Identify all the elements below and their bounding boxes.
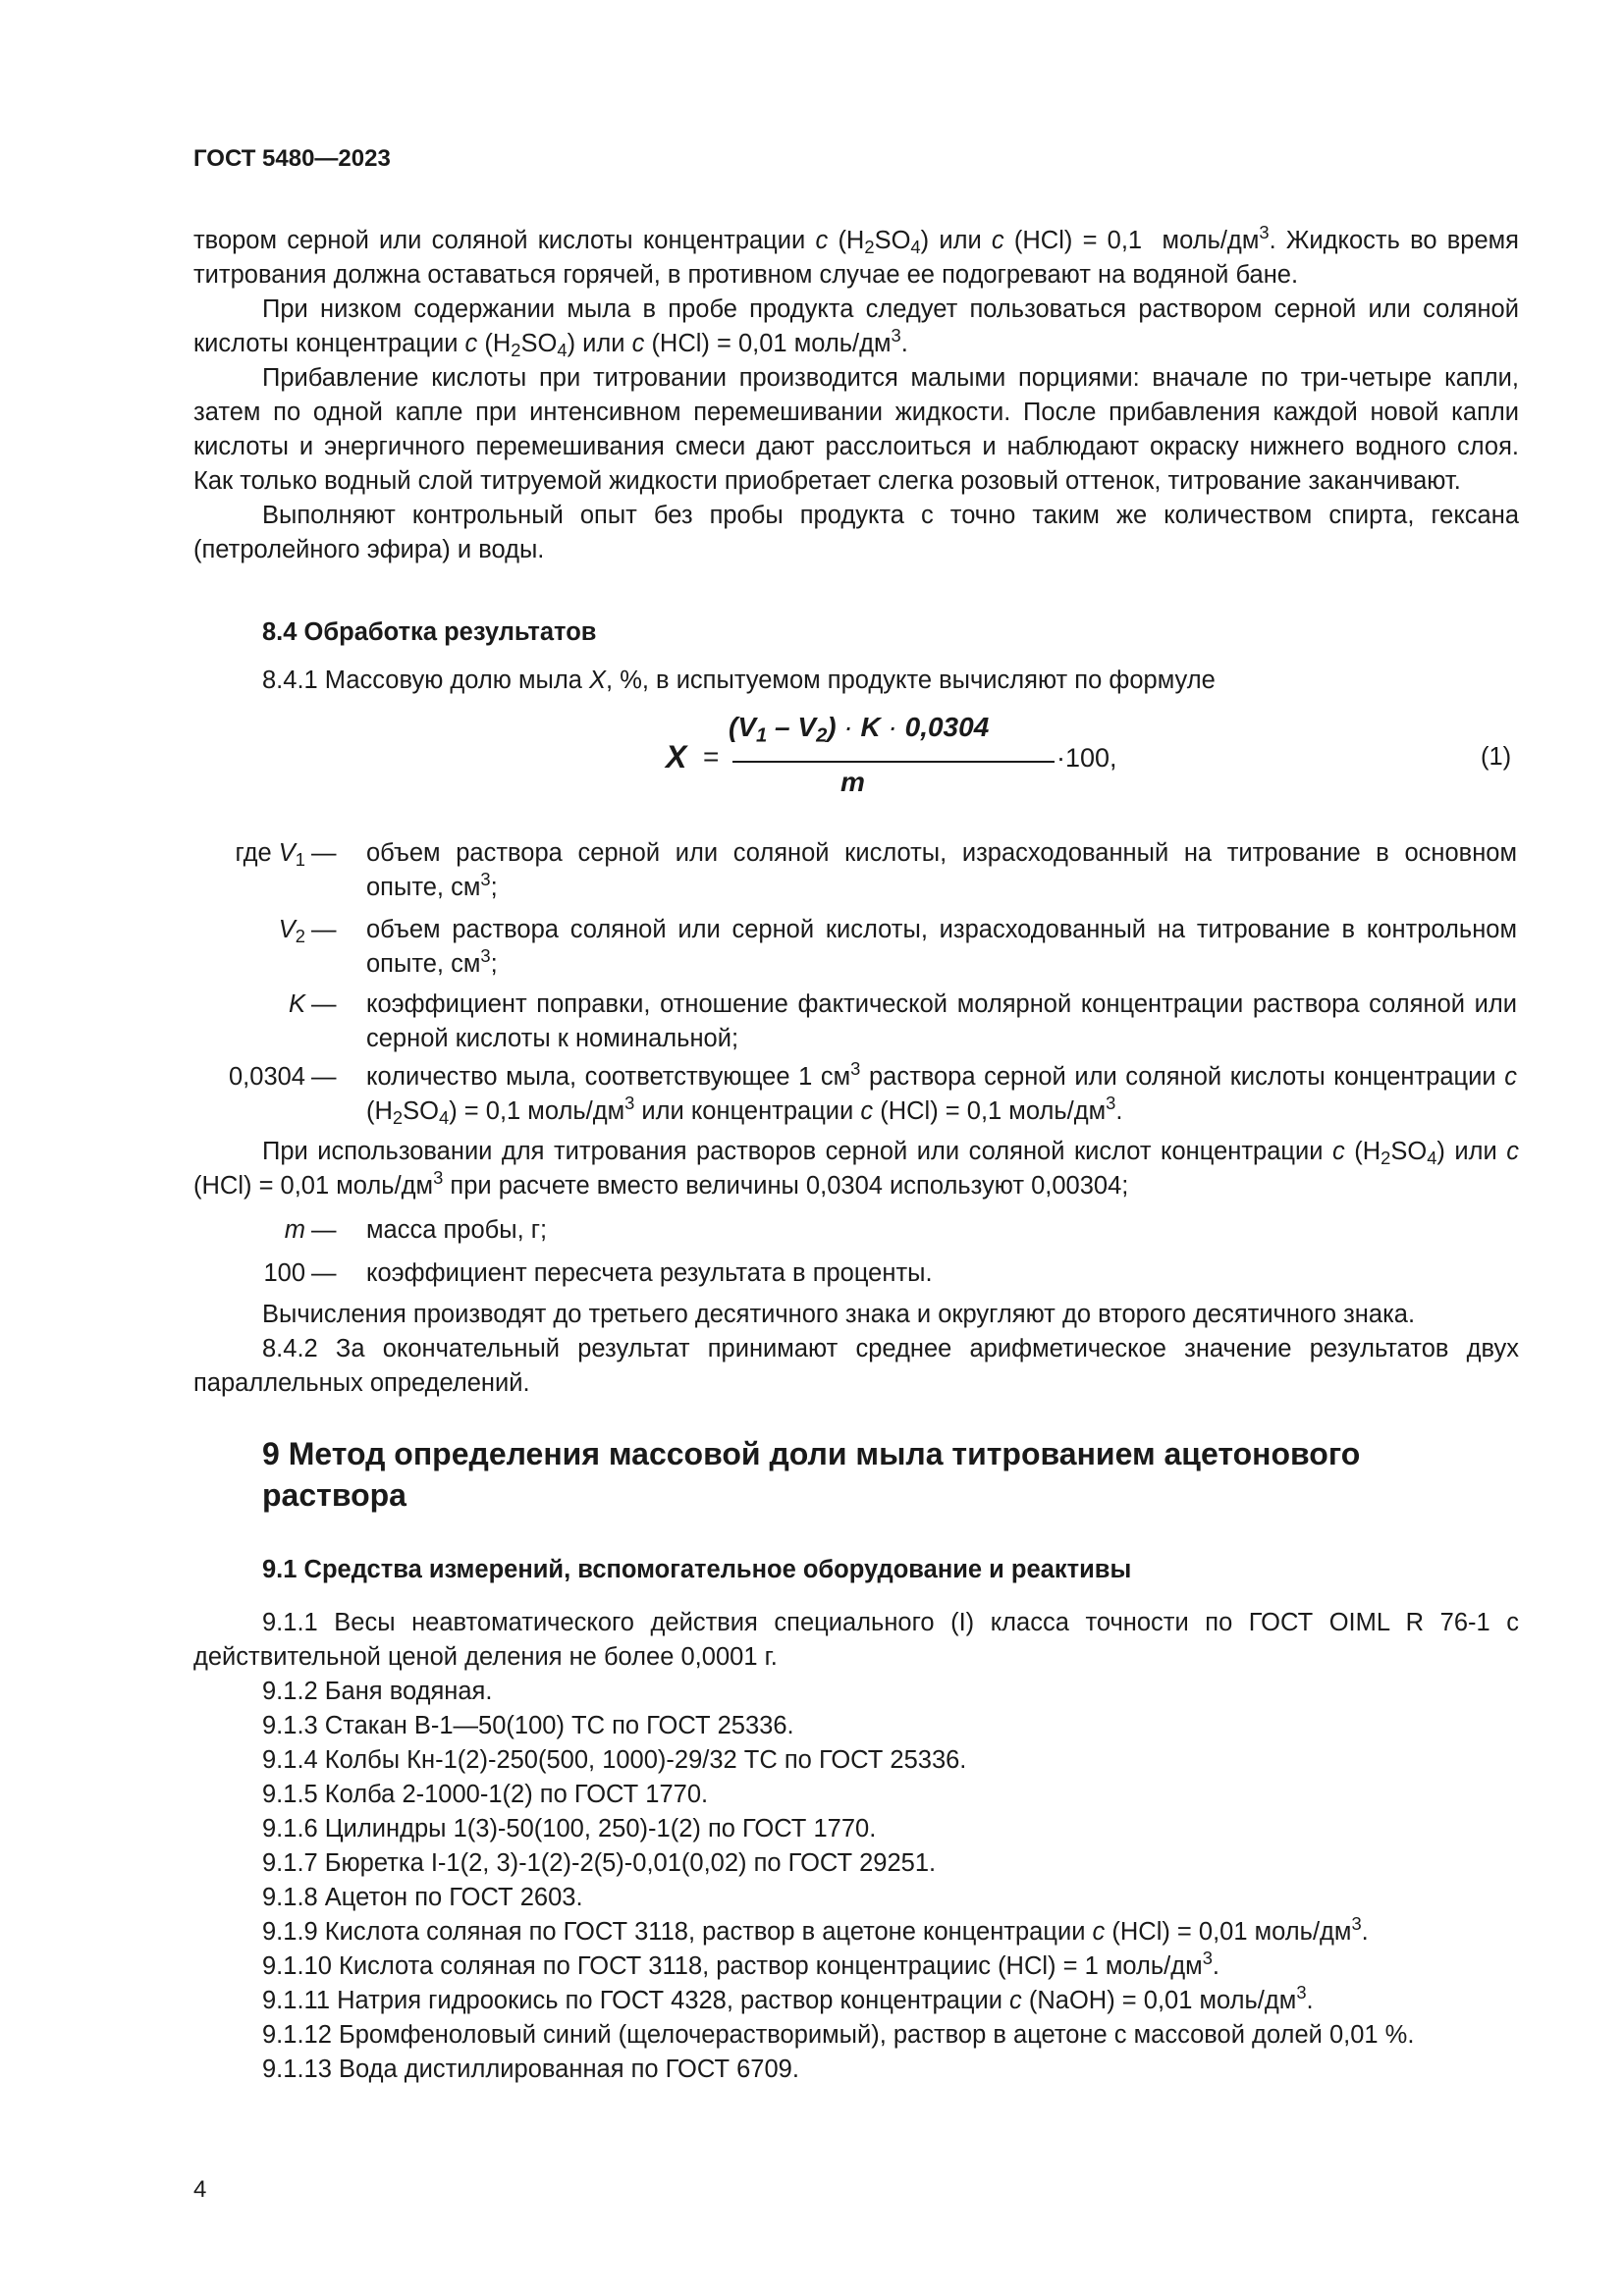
paragraph-continuation: твором серной или соляной кислоты концентрации c $(H_2SO_4)$ или c (HCl) = 0,1 моль/$дм^3$. Жидкость во время титрования должна оставаться горячей, в противном случае ее подогревают на водяной бане.: [193, 221, 1519, 289]
where-dash: —: [311, 1259, 337, 1287]
where-item-100: [193, 1256, 1519, 1291]
formula-equals: =: [703, 741, 720, 772]
equipment-list: [193, 1606, 1519, 2087]
list-item: 9.1.9 Кислота соляная по ГОСТ 3118, раствор в ацетоне концентрации c (HCl) = 0,01 моль/$дм^3$.: [262, 1912, 1369, 1946]
list-item: 9.1.13 Вода дистиллированная по ГОСТ 6709.: [262, 2056, 799, 2083]
paragraph-rounding: Вычисления производят до третьего десятичного знака и округляют до второго десятичного знака.: [262, 1301, 1416, 1328]
note-paragraph: При использовании для титрования растворов серной или соляной кислот концентрации c $(H_2SO_4)$ или c (HCl) = 0,01 моль/$дм^3$ при расчете вместо величины 0,0304 используют 0,00304;: [193, 1138, 1520, 1200]
list-item: 9.1.1 Весы неавтоматического действия специального (I) класса точности по ГОСТ OIML R 76-1 с действительной ценой деления не более 0,0001 г.: [193, 1609, 1519, 1671]
paragraph-low-soap: При низком содержании мыла в пробе продукта следует пользоваться раствором серной или соляной кислоты концентрации c $(H_2SO_4)$ или c (HCl) = 0,01 моль/$дм^3$.: [193, 295, 1519, 361]
formula-lhs: X: [666, 739, 687, 774]
list-item: 9.1.5 Колба 2-1000-1(2) по ГОСТ 1770.: [262, 1781, 709, 1808]
where-symbol: $V_2$: [278, 916, 305, 947]
list-item: 9.1.8 Ацетон по ГОСТ 2603.: [262, 1884, 583, 1911]
formula-denominator: m: [840, 767, 865, 797]
calc-notes: [193, 1298, 1519, 1401]
where-description: объем раствора соляной или серной кислоты, израсходованный на титрование в контрольном опыте, $см^3$;: [366, 916, 1517, 978]
where-dash: —: [311, 916, 337, 943]
section-8-4-title: 8.4 Обработка результатов: [262, 618, 597, 646]
where-item-0-0304: [193, 1057, 1519, 1129]
formula-fraction-bar: [732, 761, 1055, 763]
continuation-block: [193, 221, 1519, 567]
formula-1: [664, 712, 1117, 810]
paragraph-control-test: Выполняют контрольный опыт без пробы продукта с точно таким же количеством спирта, гексана (петролейного эфира) и воды.: [193, 502, 1519, 563]
list-item: 9.1.11 Натрия гидроокись по ГОСТ 4328, раствор концентрации c (NaOH) = 0,01 моль/$дм^3$.: [262, 1981, 1314, 2014]
where-description: коэффициент поправки, отношение фактической молярной концентрации раствора соляной или серной кислоты к номинальной;: [366, 990, 1517, 1052]
formula-numerator: $(V_1 - V_2) \cdot K \cdot 0,0304$: [729, 712, 990, 747]
formula-number: (1): [1481, 743, 1512, 771]
list-item: 9.1.7 Бюретка I-1(2, 3)-1(2)-2(5)-0,01(0,02) по ГОСТ 29251.: [262, 1849, 937, 1877]
list-item: 9.1.10 Кислота соляная по ГОСТ 3118, раствор концентрациис (HCl) = 1 моль/$дм^3$.: [262, 1947, 1219, 1980]
list-item: 9.1.3 Стакан В-1—50(100) ТС по ГОСТ 25336.: [262, 1712, 794, 1739]
where-item-v1: [193, 836, 1519, 905]
paragraph-acid-addition: Прибавление кислоты при титровании производится малыми порциями: вначале по три-четыре капли, затем по одной капле при интенсивном перемешивании жидкости. После прибавления каждой новой капли кислоты и энергичного перемешивания смеси дают расслоиться и наблюдают окраску нижнего водного слоя. Как только водный слой титруемой жидкости приобретает слегка розовый оттенок, титрование заканчивают.: [193, 364, 1519, 495]
where-dash: —: [311, 1063, 337, 1091]
paragraph-8-4-1: 8.4.1 Массовую долю мыла X, %, в испытуемом продукте вычисляют по формуле: [262, 667, 1216, 694]
where-symbol: 100: [263, 1259, 305, 1287]
where-dash: —: [311, 1216, 337, 1244]
section-9-title: 9 Метод определения массовой доли мыла титрованием ацетонового раствора: [262, 1436, 1361, 1513]
where-symbol: где $V_1$: [235, 839, 305, 871]
where-item-v2: [193, 913, 1519, 982]
section-9-1-title: 9.1 Средства измерений, вспомогательное оборудование и реактивы: [262, 1556, 1132, 1583]
where-description: масса пробы, г;: [366, 1216, 548, 1244]
where-symbol: 0,0304: [229, 1063, 305, 1091]
list-item: 9.1.2 Баня водяная.: [262, 1678, 493, 1705]
where-description: количество мыла, соответствующее 1 $см^3$ раствора серной или соляной кислоты концентрации c $(H_2SO_4) = 0,1$ моль/$дм^3$ или концентрации c (HCl) = 0,1 моль/$дм^3$.: [366, 1057, 1517, 1129]
where-symbol: m: [284, 1216, 305, 1244]
list-item: 9.1.6 Цилиндры 1(3)-50(100, 250)-1(2) по ГОСТ 1770.: [262, 1815, 877, 1842]
document-header: ГОСТ 5480—2023: [193, 145, 391, 172]
where-dash: —: [311, 839, 337, 867]
page-number: 4: [193, 2176, 207, 2203]
where-dash: —: [311, 990, 337, 1018]
where-item-k: [193, 988, 1519, 1056]
where-description: объем раствора серной или соляной кислоты, израсходованный на титрование в основном опыте, $см^3$;: [366, 839, 1517, 901]
formula-tail: ·100,: [1056, 743, 1117, 773]
list-item: 9.1.4 Колбы Кн-1(2)-250(500, 1000)-29/32 ТС по ГОСТ 25336.: [262, 1746, 967, 1774]
where-description: коэффициент пересчета результата в проценты.: [366, 1259, 933, 1287]
note-0-01-concentration: [193, 1135, 1519, 1203]
where-item-m: [193, 1213, 1519, 1248]
paragraph-8-4-2: 8.4.2 За окончательный результат принимают среднее арифметическое значение результатов двух параллельных определений.: [193, 1335, 1519, 1397]
list-item: 9.1.12 Бромфеноловый синий (щелочерастворимый), раствор в ацетоне с массовой долей 0,01 %.: [262, 2021, 1415, 2049]
where-symbol: K: [288, 990, 305, 1018]
